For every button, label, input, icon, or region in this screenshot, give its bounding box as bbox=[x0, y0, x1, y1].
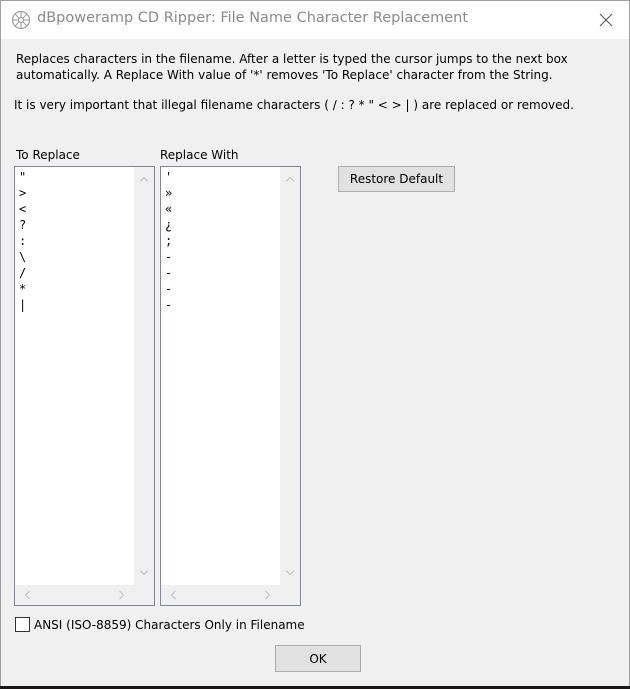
title-bar[interactable] bbox=[1, 1, 629, 39]
chevron-right-icon bbox=[119, 590, 125, 600]
replace-with-item[interactable]: ' bbox=[165, 170, 173, 184]
scroll-right-button[interactable] bbox=[112, 585, 132, 605]
to-replace-item[interactable]: \ bbox=[19, 250, 27, 264]
chevron-up-icon bbox=[139, 176, 149, 182]
chevron-right-icon bbox=[265, 590, 271, 600]
cd-disc-icon bbox=[11, 10, 31, 30]
replace-with-item[interactable]: - bbox=[165, 282, 173, 296]
replace-with-item[interactable]: - bbox=[165, 250, 173, 264]
to-replace-item[interactable]: : bbox=[19, 234, 27, 248]
ok-button[interactable]: OK bbox=[275, 645, 361, 672]
scroll-up-button[interactable] bbox=[280, 169, 300, 189]
replace-with-items bbox=[165, 169, 172, 313]
scrollbar-corner bbox=[134, 585, 154, 605]
description-line-1: Replaces characters in the filename. After a letter is typed the cursor jumps to the next box bbox=[16, 52, 568, 66]
chevron-up-icon bbox=[285, 176, 295, 182]
scrollbar-corner bbox=[280, 585, 300, 605]
ansi-checkbox-label[interactable]: ANSI (ISO-8859) Characters Only in Filename bbox=[34, 618, 305, 632]
replace-with-item[interactable]: ; bbox=[165, 234, 173, 248]
close-icon bbox=[599, 13, 613, 27]
scroll-left-button[interactable] bbox=[17, 585, 37, 605]
vertical-scrollbar[interactable] bbox=[134, 167, 154, 585]
scroll-left-button[interactable] bbox=[163, 585, 183, 605]
scroll-down-button[interactable] bbox=[280, 563, 300, 583]
replace-with-item[interactable]: ¿ bbox=[165, 218, 173, 232]
chevron-down-icon bbox=[139, 570, 149, 576]
to-replace-item[interactable]: * bbox=[19, 282, 27, 296]
to-replace-item[interactable]: ? bbox=[19, 218, 27, 232]
scroll-right-button[interactable] bbox=[258, 585, 278, 605]
to-replace-item[interactable]: < bbox=[19, 202, 27, 216]
to-replace-item[interactable]: " bbox=[19, 170, 27, 184]
chevron-down-icon bbox=[285, 570, 295, 576]
replace-with-label: Replace With bbox=[160, 148, 239, 162]
replace-with-item[interactable]: » bbox=[165, 186, 173, 200]
to-replace-label: To Replace bbox=[16, 148, 80, 162]
scroll-down-button[interactable] bbox=[134, 563, 154, 583]
to-replace-item[interactable]: > bbox=[19, 186, 27, 200]
replace-with-item[interactable]: « bbox=[165, 202, 173, 216]
illegal-characters-warning: It is very important that illegal filename characters ( / : ? * " < > | ) are replaced or removed. bbox=[14, 98, 574, 112]
scroll-up-button[interactable] bbox=[134, 169, 154, 189]
horizontal-scrollbar[interactable] bbox=[15, 585, 134, 605]
close-button[interactable] bbox=[583, 1, 629, 39]
replace-with-item[interactable]: - bbox=[165, 266, 173, 280]
description-line-2: automatically. A Replace With value of '*' removes 'To Replace' character from the String. bbox=[16, 68, 553, 82]
vertical-scrollbar[interactable] bbox=[280, 167, 300, 585]
horizontal-scrollbar[interactable] bbox=[161, 585, 280, 605]
replace-with-listbox[interactable] bbox=[160, 166, 301, 606]
window-title: dBpoweramp CD Ripper: File Name Character Replacement bbox=[37, 10, 469, 26]
to-replace-items bbox=[19, 169, 26, 313]
ansi-checkbox[interactable] bbox=[15, 617, 30, 632]
to-replace-item[interactable]: | bbox=[19, 298, 27, 312]
to-replace-item[interactable]: / bbox=[19, 266, 27, 280]
chevron-left-icon bbox=[170, 590, 176, 600]
restore-default-button[interactable]: Restore Default bbox=[338, 166, 455, 192]
chevron-left-icon bbox=[24, 590, 30, 600]
to-replace-listbox[interactable] bbox=[14, 166, 155, 606]
replace-with-item[interactable]: - bbox=[165, 298, 173, 312]
